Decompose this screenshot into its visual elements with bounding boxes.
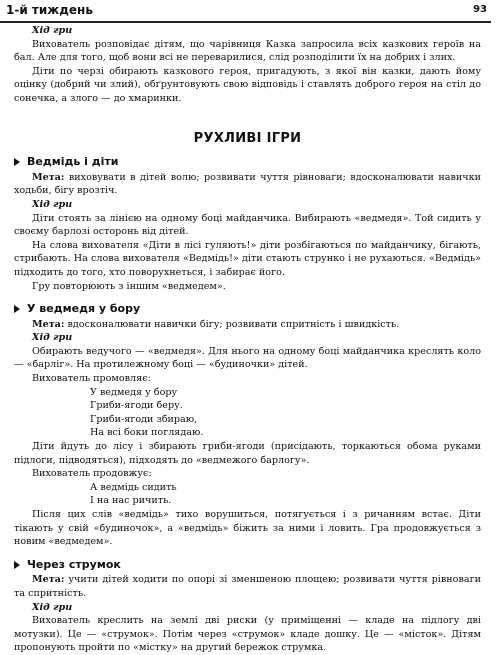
game3-label: Хід гри [32, 601, 73, 613]
game1-label: Хід гри [32, 198, 73, 210]
bullet-arrow-icon [14, 561, 20, 569]
poem-line: Гриби-ягоди збираю, [90, 413, 198, 425]
section-title: РУХЛИВІ ІГРИ [193, 130, 302, 146]
game2-paragraph-5: Після цих слів «ведмідь» тихо ворушиться, потягується і з ричанням встає. Діти тікають у свій «будиночок», а «ведмідь» біжить за ними і ловить. Гра продовжується з новим «ведмедем». [14, 509, 481, 548]
poem-2 [14, 481, 481, 508]
game-title-text: Ведмідь і діти [27, 155, 119, 169]
game1-paragraph-2: На слова вихователя «Діти в лісі гуляють!» діти розбігаються по майданчику, бігають, стрибають. На слова вихователя «Ведмідь!» діти стають струнко і не рухаються. «Ведмідь» підходить до того, хто поворухнеться, і забирає його. [14, 239, 481, 278]
game2-goal [14, 318, 481, 332]
game1-goal [14, 171, 481, 198]
game3-paragraph-1: Вихователь креслить на землі дві риски (у приміщенні — кладе на підлогу дві мотузки). Це — «струмок». Потім через «струмок» кладе дошку. Це — «місток». Дітям пропонують пройти по «містку» на другий бережок струмка. [14, 615, 481, 654]
intro-label: Хід гри [32, 25, 73, 36]
game-title-across-stream [14, 558, 481, 572]
game2-paragraph-1: Обирають ведучого — «ведмедя». Для нього на одному боці майданчика креслять коло — «барліг». На протилежному боці — «будиночки» дітей. [14, 345, 481, 371]
page-number: 93 [473, 4, 487, 15]
poem-line: І на нас ричить. [90, 495, 172, 507]
game-title-bear-and-children [14, 155, 481, 169]
game2-paragraph-4: Вихователь продовжує: [32, 468, 152, 480]
game-title-text: Через струмок [27, 557, 121, 571]
game3-goal [14, 573, 481, 600]
bullet-arrow-icon [14, 305, 20, 313]
game2-label: Хід гри [32, 332, 73, 344]
game2-paragraph-2: Вихователь промовляє: [32, 373, 151, 385]
chapter-title: 1-й тиждень [6, 3, 93, 17]
poem-line: А ведмідь сидить [90, 481, 177, 493]
header-divider [0, 21, 491, 23]
poem-line: Гриби-ягоди беру. [90, 400, 183, 412]
intro-paragraph-1: Вихователь розповідає дітям, що чарівниця Казка запросила всіх казкових героїв на бал. Але для того, щоб вони всі не переварилися, слід розподілити їх на добрих і злих. [14, 38, 481, 64]
game-title-text: У ведмедя у бору [27, 302, 141, 316]
poem-line: У ведмедя у бору [90, 386, 178, 398]
goal-label: Мета: [32, 574, 65, 586]
game2-paragraph-3: Діти йдуть до лісу і збирають гриби-ягоди (присідають, торкаються обома руками підлоги, підводяться), підходять до «ведмежого барлогу». [14, 441, 481, 466]
goal-text: учити дітей ходити по опорі зі зменшеною площею; розвивати чуття рівноваги та спритність. [14, 574, 481, 599]
game-title-bear-in-forest [14, 302, 481, 316]
poem-line: На всі боки поглядаю. [90, 427, 204, 439]
game1-paragraph-3: Гру повторюють з іншим «ведмедем». [32, 280, 226, 292]
poem-1 [14, 386, 481, 440]
goal-label: Мета: [32, 318, 65, 330]
goal-text: виховувати в дітей волю; розвивати чуття рівноваги; вдосконалювати навички ходьби, бігу врозтіч. [14, 171, 481, 197]
page-content [14, 24, 481, 655]
intro-paragraph-2: Діти по черзі обирають казкового героя, пригадують, з якої він казки, дають йому оцінку (добрий чи злий), обґрунтовують свою відповідь і ставлять доброго героя на стіл до сонечка, а злого — до хмаринки. [14, 65, 481, 104]
bullet-arrow-icon [14, 158, 20, 166]
goal-label: Мета: [32, 171, 65, 183]
game1-paragraph-1: Діти стоять за лінією на одному боці майданчика. Вибирають «ведмедя». Той сидить у своєму барлозі осторонь від дітей. [14, 212, 481, 238]
running-header [0, 0, 499, 22]
goal-text: вдосконалювати навички бігу; розвивати спритність і швидкість. [64, 318, 400, 330]
